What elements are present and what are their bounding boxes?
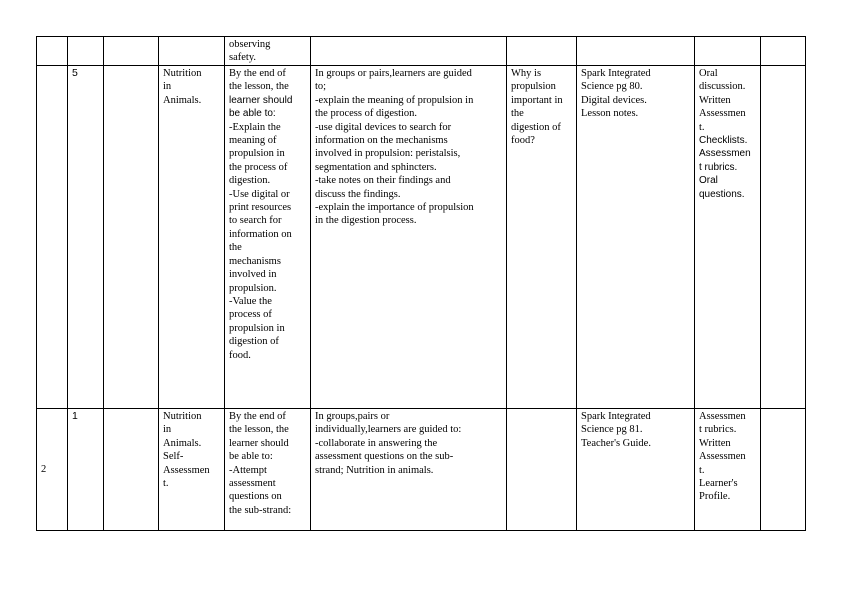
experiences-line: -collaborate in answering the — [315, 437, 438, 449]
experiences-line: to; — [315, 81, 327, 93]
objectives-line: process of — [229, 309, 272, 321]
strand-line: Nutrition — [163, 411, 202, 422]
experiences-line: the process of digestion. — [315, 108, 418, 120]
objectives-line: the process of — [229, 161, 288, 173]
blank-cell — [104, 66, 159, 409]
table-row — [37, 66, 806, 409]
assessment-line: Profile. — [699, 491, 731, 503]
objectives-cell — [225, 409, 311, 531]
table-row — [37, 37, 806, 66]
assessment-line: Written — [699, 437, 731, 449]
objectives-line: digestion of — [229, 336, 279, 348]
reflection-cell — [761, 409, 806, 531]
assessment-line: t. — [699, 121, 705, 133]
objectives-line: assessment — [229, 478, 276, 490]
objectives-line: -Explain the — [229, 121, 281, 133]
experiences-line: in the digestion process. — [315, 215, 417, 227]
objectives-line: By the end of — [229, 411, 286, 422]
assessment-cell — [695, 66, 761, 409]
resources-line: Digital devices. — [581, 94, 647, 106]
experiences-line: In groups,pairs or — [315, 411, 390, 422]
objectives-line: food. — [229, 349, 251, 361]
assessment-line: t rubrics. — [699, 161, 738, 173]
experiences-cell — [311, 66, 507, 409]
objectives-line: digestion. — [229, 175, 271, 187]
resources-line: Science pg 81. — [581, 424, 643, 436]
strand-line: Animals. — [163, 437, 202, 449]
experiences-line: In groups or pairs,learners are guided — [315, 68, 472, 79]
resources-line: Spark Integrated — [581, 411, 651, 422]
inquiry-cell — [507, 409, 577, 531]
objectives-line: learner should — [229, 94, 293, 106]
assessment-line: Assessmen — [699, 148, 751, 160]
objectives-line: be able to: — [229, 451, 273, 463]
objectives-line: propulsion in — [229, 322, 285, 334]
week-cell — [37, 66, 68, 409]
experiences-line: information on the mechanisms — [315, 135, 448, 147]
objectives-line: propulsion in — [229, 148, 285, 160]
resources-line: Teacher's Guide. — [581, 437, 651, 449]
strand-line: Assessmen — [163, 464, 210, 476]
experiences-line: strand; Nutrition in animals. — [315, 464, 434, 476]
week-cell: 2 — [37, 409, 68, 531]
lesson-cell: 1 — [68, 409, 104, 531]
resources-cell — [577, 409, 695, 531]
week-cell — [37, 37, 68, 66]
strand-cell — [159, 37, 225, 66]
objectives-line: the sub-strand: — [229, 504, 292, 516]
strand-line: in — [163, 81, 172, 93]
strand-line: in — [163, 424, 172, 436]
assessment-line: t. — [699, 464, 705, 476]
objectives-line: the lesson, the — [229, 424, 289, 436]
assessment-line: t rubrics. — [699, 424, 737, 436]
experiences-line: -explain the importance of propulsion — [315, 202, 474, 214]
objectives-line: By the end of — [229, 68, 286, 79]
lesson-cell — [68, 37, 104, 66]
objectives-line: -Attempt — [229, 464, 267, 476]
assessment-line: Oral — [699, 68, 718, 79]
inquiry-line: propulsion — [511, 81, 556, 93]
inquiry-line: digestion of — [511, 121, 561, 133]
objectives-line: mechanisms — [229, 255, 281, 267]
assessment-line: Learner's — [699, 478, 738, 490]
resources-line: Lesson notes. — [581, 108, 639, 120]
assessment-cell — [695, 37, 761, 66]
inquiry-cell — [507, 66, 577, 409]
resources-line: Spark Integrated — [581, 68, 651, 79]
assessment-line: Assessmen — [699, 411, 746, 422]
inquiry-line: food? — [511, 135, 535, 147]
objectives-line: be able to: — [229, 108, 276, 120]
assessment-line: Written — [699, 94, 731, 106]
strand-cell — [159, 409, 225, 531]
assessment-cell — [695, 409, 761, 531]
strand-line: Self- — [163, 451, 184, 463]
assessment-line: Assessmen — [699, 108, 746, 120]
assessment-line: questions. — [699, 188, 745, 200]
assessment-line: Oral — [699, 175, 718, 187]
experiences-line: -take notes on their findings and — [315, 175, 451, 187]
blank-cell — [104, 37, 159, 66]
objectives-line: -Value the — [229, 295, 272, 307]
objectives-line: learner should — [229, 437, 289, 449]
objectives-line: involved in — [229, 269, 277, 281]
resources-cell — [577, 66, 695, 409]
objectives-line: print resources — [229, 202, 292, 214]
experiences-line: -use digital devices to search for — [315, 121, 452, 133]
experiences-line: -explain the meaning of propulsion in — [315, 94, 474, 106]
experiences-cell — [311, 37, 507, 66]
blank-cell — [104, 409, 159, 531]
strand-line: Animals. — [163, 94, 202, 106]
objectives-line: information on — [229, 228, 292, 240]
strand-cell — [159, 66, 225, 409]
objectives-line: observing — [229, 39, 271, 50]
resources-cell — [577, 37, 695, 66]
scheme-of-work-table — [36, 36, 806, 531]
objectives-line: meaning of — [229, 135, 277, 147]
reflection-cell — [761, 37, 806, 66]
strand-line: Nutrition — [163, 68, 202, 79]
table-row — [37, 409, 806, 531]
objectives-line: the lesson, the — [229, 81, 289, 93]
experiences-line: individually,learners are guided to: — [315, 424, 462, 436]
experiences-line: segmentation and sphincters. — [315, 161, 437, 173]
objectives-line: safety. — [229, 52, 257, 64]
experiences-line: involved in propulsion: peristalsis, — [315, 148, 461, 160]
assessment-line: Assessmen — [699, 451, 746, 463]
inquiry-line: Why is — [511, 68, 542, 79]
resources-line: Science pg 80. — [581, 81, 643, 93]
objectives-line: questions on — [229, 491, 282, 503]
objectives-cell — [225, 37, 311, 66]
assessment-line: discussion. — [699, 81, 746, 93]
objectives-line: the — [229, 242, 242, 254]
lesson-cell: 5 — [68, 66, 104, 409]
inquiry-cell — [507, 37, 577, 66]
strand-line: t. — [163, 478, 169, 490]
assessment-line: Checklists. — [699, 135, 748, 147]
experiences-line: discuss the findings. — [315, 188, 401, 200]
experiences-cell — [311, 409, 507, 531]
inquiry-line: the — [511, 108, 524, 120]
experiences-line: assessment questions on the sub- — [315, 451, 454, 463]
inquiry-line: important in — [511, 94, 563, 106]
objectives-cell — [225, 66, 311, 409]
objectives-line: -Use digital or — [229, 188, 290, 200]
reflection-cell — [761, 66, 806, 409]
objectives-line: propulsion. — [229, 282, 277, 294]
objectives-line: to search for — [229, 215, 282, 227]
